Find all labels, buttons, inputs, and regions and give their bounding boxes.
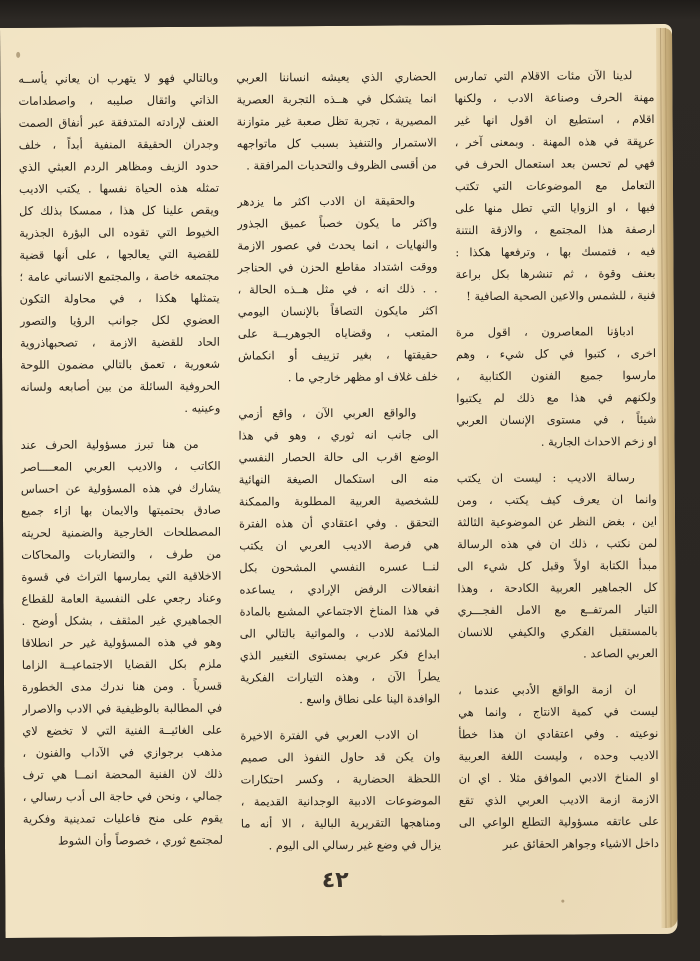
text-line: العربي الصاعد .	[583, 645, 658, 661]
text-line: يتمثلها هكذا ، في محاولة التكون	[19, 290, 220, 306]
text-line: الذاتي واثقال صليبه ، واصطدامات	[18, 92, 219, 108]
text-line: الكاتب ، والاديب العربي المعــــاصر	[20, 458, 221, 474]
paragraph	[456, 320, 657, 453]
text-line: تمثله هذه الحياة نفسها . يكتب الاديب	[18, 180, 220, 196]
text-line: من طرف ، والتضاربات والمحاكات	[21, 546, 222, 562]
text-line: في المطالبة بالوظيفية في الادب والاصرار	[22, 700, 223, 716]
text-line: مهنة الحرف وصناعة الادب ، ولكنها	[454, 90, 655, 106]
text-line: هي فرصة الاديب العربي ان يكتب	[239, 537, 440, 553]
text-line: ان ازمة الواقع الأدبي عندما ،	[458, 682, 637, 698]
paragraph	[458, 678, 659, 855]
text-line: حقيقتها ، بغير تزييف أو انكماش	[237, 347, 439, 363]
text-line: وعناد رجعي على النفسية العامة للقطاع	[21, 590, 222, 606]
text-line: الملائمة للادب ، والمواتية بالتالي الى	[239, 625, 440, 641]
text-line: لمجتمع ثوري ، خصوصاً وأن الشوط	[57, 832, 224, 848]
text-line: واكثر ما يكون خصباً عميق الجذور	[237, 215, 438, 231]
text-line: او زخم الاحداث الجارية .	[540, 433, 657, 449]
text-line: او المناخ الادبي الموافق مثلا . اي ان	[458, 769, 659, 786]
text-line: بالمستقبل الفكري والكيفي للانسان	[457, 623, 658, 640]
text-line: من هنا تبرز مسؤولية الحرف عند	[20, 436, 199, 452]
text-line: التحقق . وفي اعتقادي أن هذه الفترة	[238, 515, 440, 531]
text-line: التعامل مع الموضوعات التي تكتب	[454, 178, 656, 194]
text-line: فيه ، فتمسك بها ، وترفعها هكذا :	[455, 244, 656, 260]
text-line: الوافدة الينا على نطاق واسع .	[299, 691, 441, 707]
text-line: وان يكن قد حاول النفوذ الى صميم	[240, 749, 441, 765]
text-line: ومناهجها التقريرية البالية ، الا أنه ما	[240, 815, 441, 831]
text-line: ادباؤنا المعاصرون ، اقول مرة	[455, 324, 634, 340]
text-line: شيئاً ، في مستوى الإنسان العربي	[456, 411, 657, 428]
text-line: والنهايات ، انما يحدث في عصور الازمة	[237, 237, 438, 253]
text-line: فنية ، للشمس والاعين الصحية الصافية !	[466, 288, 656, 304]
text-line: للقضية التي يعالجها ، على أنها قضية	[19, 246, 220, 262]
paper-speck	[16, 52, 20, 58]
text-line: العنف لإرادته المتدفقة عبر أنفاق الصمت	[18, 114, 219, 130]
text-line: ذلك لان الفنية المحضة انمــا هي ترف	[22, 766, 223, 782]
text-line: الازمة ازمة الاديب العربي الذي تقع	[458, 791, 659, 808]
text-line: وهو في هذه المسؤولية غير حر انطلاقا	[21, 634, 222, 650]
paragraph	[236, 65, 437, 176]
text-line: من أقسى الظروف والتحديات المرافقة .	[246, 157, 437, 173]
text-line: نوعيته . وفي اعتقادي ان هذا خطأ	[458, 725, 659, 742]
text-line: مجتمعه خاصة ، والمجتمع الانساني عامة ؛	[19, 268, 220, 284]
text-line: مذهب برجوازي في الآداب والفنون ،	[22, 744, 223, 760]
text-line: ابداع فكر عربي بمستوى التغيير الذي	[239, 647, 440, 663]
text-line: اللحظة الحضارية ، وكسر احتكارات	[240, 771, 441, 787]
text-line: ويقص علينا كل هذا ، ممسكا بذلك كل	[19, 202, 220, 218]
text-line: الحاد للقضية الازمة ، تصحبهاذروية	[19, 334, 220, 350]
text-line: المصطلحات الخارجية والضمنية لحريته	[21, 524, 222, 540]
text-line: الحروفية السائلة من بين أصابعه ولسانه	[20, 378, 221, 394]
text-line: ولكنهم في هذا مع ذلك لم يكتبوا	[456, 389, 657, 406]
text-line: المتعب ، وقضاياه الجوهريــة على	[237, 325, 438, 341]
text-line: اقلام ، استطيع ان اقول انها غير	[454, 112, 655, 128]
page-edge-shadow	[656, 28, 677, 928]
text-line: يقوم على منح فاعليات تمدينية وفكرية	[22, 810, 223, 826]
text-line: بعنف وقوة ، ثم تنشرها بكل براعة	[455, 266, 656, 282]
text-line: اين ، بغض النظر عن الموضوعية الثالثة	[456, 513, 658, 530]
paragraph	[457, 466, 658, 665]
text-line: الموضوعات الادبية الوجدانية القديمة ،	[240, 793, 441, 809]
paragraph	[238, 401, 440, 710]
text-line: الوضع اقرب الى حالة الحصار النفسي	[238, 449, 439, 465]
text-line: على عاتقه مسؤولية التطلع الواعي الى	[458, 813, 659, 830]
paragraph	[240, 723, 441, 856]
text-line: الجماهيري غير المثقف ، بشكل أوضح .	[21, 612, 222, 628]
text-line: فهي لم تحسن بعد استعمال الحرف في	[454, 156, 655, 172]
text-line: الاديب وحده ، وليست اللغة العربية	[458, 747, 659, 764]
text-line: عريقة في هذه المهنة . وبمعنى آخر ،	[454, 134, 655, 150]
text-line: لمن نكتب ، ذلك ان في هذه الرسالة	[457, 535, 658, 552]
column-left	[454, 64, 660, 851]
text-line: المصيرية ، تجربة تظل صعبة غير متوازنة	[236, 113, 437, 129]
column-right	[18, 67, 223, 848]
text-line: . . ذلك انه ، في مثل هــذه الحالة ،	[237, 281, 438, 297]
text-line: والحقيقة ان الادب اكثر ما يزدهر	[237, 193, 416, 209]
paragraph	[20, 433, 223, 852]
text-line: خلف غلاف او مظهر خارجي ما .	[287, 369, 439, 385]
text-line: كل الجماهير العربية الكادحة ، وهذا	[457, 579, 658, 596]
page-number: ٤٢	[321, 867, 349, 894]
text-line: الى جانب انه ثوري ، وهو في هذا	[238, 427, 439, 443]
text-line: على الغائيــة الفنية التي لا تخضع لاي	[22, 722, 223, 738]
paragraph	[18, 67, 220, 420]
text-line: يزال في وضع غير رسالي الى اليوم .	[268, 837, 442, 853]
text-line: ليست في كمية الانتاج ، وانما هي	[458, 703, 659, 720]
text-line: اخرى ، كتبوا في كل شيء ، وهم	[455, 345, 657, 362]
paragraph	[454, 64, 655, 307]
paragraph	[237, 189, 438, 388]
text-line: وبالتالي فهو لا يتهرب ان يعاني يأســه	[18, 70, 219, 86]
text-line: حدود الزيف ومظاهر الردم العبثي الذي	[18, 158, 219, 174]
book-page	[0, 24, 678, 938]
text-line: وجدران الحقيقة المنفية أبداً ، خلف	[18, 136, 219, 152]
text-line: ووقت اشتداد مقاطع الحزن في الحناجر	[237, 259, 438, 275]
text-line: لنــا عسره النفسي المشحون بكل	[239, 559, 440, 575]
text-line: الحضاري الذي يعيشه انساننا العربي	[236, 69, 437, 85]
text-line: الاستمرار والتنفيذ بسبب كل ماتواجهه	[236, 135, 437, 151]
text-line: مارسوا جميع الفنون الكتابية ،	[456, 367, 657, 384]
paper-speck	[561, 900, 564, 903]
text-line: شعورية ، تعمق بالتالي مضمون اللوحة	[20, 356, 221, 372]
text-line: انفعالات الرفض الإرادي ، يساعده	[239, 581, 440, 597]
text-line: جمالي ، ونحن في حاجة الى أدب رسالي ،	[22, 788, 223, 804]
text-line: الاخلاقية التي يمارسها التراث في قسوة	[21, 568, 222, 584]
text-line: في هذا المناخ الاجتماعي المشبع بالمادة	[239, 603, 440, 619]
text-line: وانما ان يعرف كيف يكتب ، ومن	[456, 491, 657, 508]
text-line: للشخصية العربية المطلوبة والممكنة	[238, 493, 439, 509]
text-line: والواقع العربي الآن ، واقع أزمي	[238, 405, 417, 421]
text-line: ان الادب العربي في الفترة الاخيرة	[240, 727, 419, 743]
text-line: فيها ، او الزوايا التي تطل منها على	[455, 200, 656, 216]
text-line: منه الى استكمال الصيغة النهائية	[238, 471, 439, 487]
text-line: ارصفة هذا المجتمع ، والازقة النتنة	[455, 222, 656, 238]
text-line: العضوي لكل جوانب الرؤيا والتصور	[19, 312, 220, 328]
text-line: ملزم بكل القضايا الاجتماعيــة الزاما	[21, 656, 222, 672]
text-line: صادق بحتميتها والايمان بها ازاء جميع	[20, 502, 221, 518]
text-line: اكثر مايكون التصاقاً بالإنسان اليومي	[237, 303, 438, 319]
text-line: التيار المرتفــع مع الامل الفجـــري	[457, 601, 658, 618]
text-line: داخل الاشياء وجواهر الحقائق عبر	[502, 835, 660, 851]
text-line: وعينيه .	[184, 400, 221, 415]
text-line: لدينا الآن مئات الاقلام التي تمارس	[454, 68, 633, 84]
text-line: يشارك في هذه المسؤولية عن احساس	[20, 480, 221, 496]
text-line: رسالة الاديب : ليست ان يكتب	[456, 470, 635, 486]
text-line: انما يتشكل في هــذه التجربة العصرية	[236, 91, 437, 107]
text-line: يطرأ الآن ، وهذه التيارات الفكرية	[239, 669, 441, 685]
text-line: قسرياً . ومن هنا ندرك مدى الخطورة	[21, 678, 223, 694]
text-line: مبدأ الكتابة اولاً وقبل كل شيء الى	[457, 557, 658, 574]
text-columns	[18, 64, 660, 853]
text-line: الخيوط التي تقوده الى البؤرة الجذرية	[19, 224, 220, 240]
column-middle	[236, 65, 442, 853]
